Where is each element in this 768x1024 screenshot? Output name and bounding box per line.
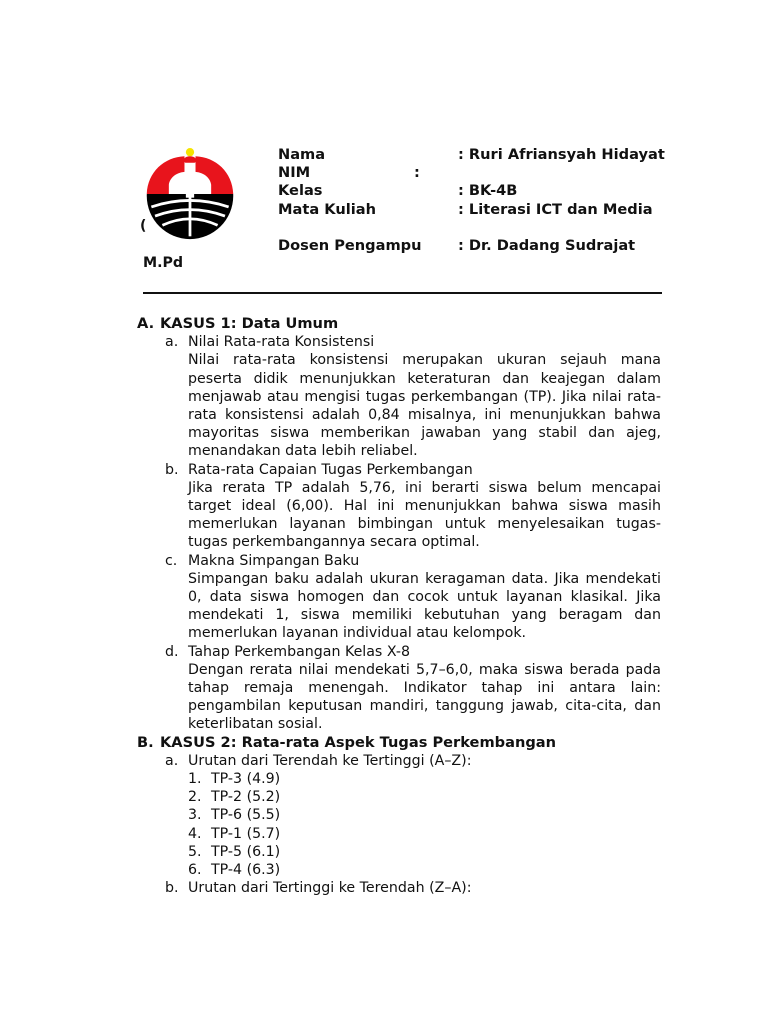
info-label: Kelas <box>278 182 323 200</box>
item-marker: c. <box>165 552 178 569</box>
item-marker: a. <box>165 752 179 769</box>
item-paragraph: Simpangan baku adalah ukuran keragaman data. Jika mendekati 0, data siswa homogen dan cocok untuk layanan klasikal. Jika mendekati 1, siswa memiliki kebutuhan yang beragam dan memerlukan layanan individual atau kelompok. <box>188 570 661 642</box>
item-title: Makna Simpangan Baku <box>188 552 360 569</box>
section-number: A. <box>137 315 155 332</box>
ranking-value: TP-5 (6.1) <box>211 843 281 860</box>
ranking-list-item <box>137 770 661 788</box>
ranking-list-item <box>137 806 661 824</box>
item-paragraph: Jika rerata TP adalah 5,76, ini berarti siswa belum mencapai target ideal (6,00). Hal ini menunjukkan bahwa siswa masih memerlukan layanan bimbingan untuk menyelesaikan tugas-tugas perkembangannya secara optimal. <box>188 479 661 551</box>
ranking-number: 5. <box>188 843 202 860</box>
info-value: : Literasi ICT dan Media <box>458 200 653 218</box>
ranking-number: 4. <box>188 825 202 842</box>
case1-item-b <box>137 461 661 552</box>
info-value: : BK-4B <box>458 182 518 200</box>
header-divider <box>143 292 662 294</box>
ranking-list-item <box>137 843 661 861</box>
case2-item-b <box>137 879 661 897</box>
university-logo <box>144 148 236 240</box>
case1-item-d <box>137 643 661 734</box>
ranking-list-item <box>137 825 661 843</box>
ranking-number: 1. <box>188 770 202 787</box>
item-title: Nilai Rata-rata Konsistensi <box>188 334 375 351</box>
university-emblem-icon <box>144 148 236 240</box>
item-title: Tahap Perkembangan Kelas X-8 <box>188 643 410 660</box>
section-heading-a <box>137 315 661 333</box>
case1-item-c <box>137 552 661 643</box>
ranking-value: TP-1 (5.7) <box>211 825 281 842</box>
info-label: Dosen Pengampu <box>278 236 422 254</box>
item-marker: a. <box>165 334 179 351</box>
item-marker: b. <box>165 880 179 897</box>
item-title: Urutan dari Terendah ke Tertinggi (A–Z): <box>188 752 472 769</box>
item-marker: d. <box>165 643 179 660</box>
item-marker: b. <box>165 461 179 478</box>
info-value: : Dr. Dadang Sudrajat <box>458 236 636 254</box>
info-value: : Ruri Afriansyah Hidayat <box>458 146 665 163</box>
document-body <box>137 315 661 897</box>
ranking-value: TP-2 (5.2) <box>211 789 281 806</box>
ranking-number: 3. <box>188 807 202 824</box>
ranking-value: TP-3 (4.9) <box>211 770 281 787</box>
section-heading-b <box>137 734 661 752</box>
item-title: Rata-rata Capaian Tugas Perkembangan <box>188 461 473 478</box>
stray-character: ( <box>140 218 147 234</box>
ranking-number: 2. <box>188 789 202 806</box>
info-label: NIM <box>278 164 311 182</box>
ranking-number: 6. <box>188 861 202 878</box>
info-value: : <box>414 164 420 182</box>
section-title: KASUS 1: Data Umum <box>160 315 339 332</box>
info-label: Mata Kuliah <box>278 200 376 218</box>
section-number: B. <box>137 733 154 751</box>
ranking-value: TP-4 (6.3) <box>211 861 281 878</box>
item-paragraph: Nilai rata-rata konsistensi merupakan ukuran sejauh mana peserta didik menunjukkan keteraturan dan keajegan dalam menjawab atau mengisi tugas perkembangan (TP). Jika nilai rata-rata konsistensi adalah 0,84 misalnya, ini menunjukkan bahwa mayoritas siswa memberikan jawaban yang stabil dan ajeg, menandakan data lebih reliabel. <box>188 352 661 460</box>
section-title: KASUS 2: Rata-rata Aspek Tugas Perkembangan <box>160 733 557 751</box>
case1-item-a <box>137 333 661 460</box>
item-paragraph: Dengan rerata nilai mendekati 5,7–6,0, maka siswa berada pada tahap remaja menengah. Indikator tahap ini antara lain: pengambilan keputusan mandiri, tanggung jawab, cita-cita, dan keterlibatan sosial. <box>188 661 661 733</box>
ranking-list-item <box>137 788 661 806</box>
ranking-list-item <box>137 861 661 879</box>
case2-item-a <box>137 752 661 770</box>
ranking-value: TP-6 (5.5) <box>211 807 281 824</box>
item-title: Urutan dari Tertinggi ke Terendah (Z–A): <box>188 880 472 897</box>
lecturer-title-suffix: M.Pd <box>143 255 184 271</box>
info-label: Nama <box>278 146 326 163</box>
